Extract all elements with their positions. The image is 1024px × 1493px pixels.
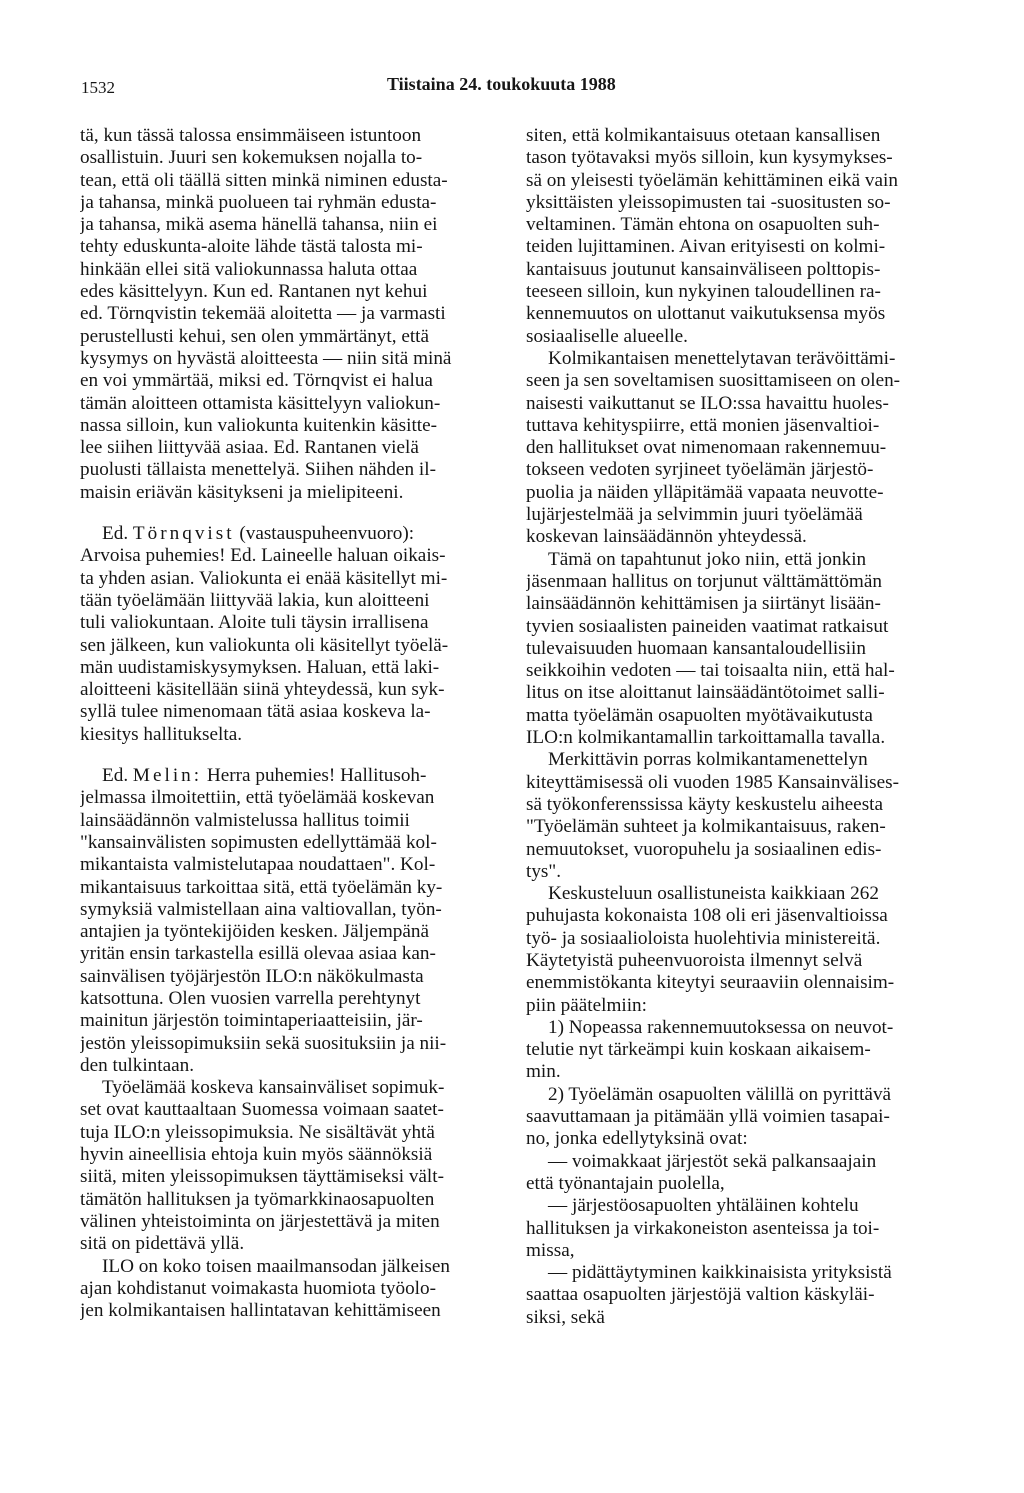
- text-line: Kolmikantaisen menettelytavan terävöittämi-: [548, 347, 896, 369]
- numbered-item: [526, 1084, 958, 1151]
- text-line: syllä tulee nimenomaan tätä asiaa koskeva la-: [80, 701, 431, 723]
- speech-body: [80, 787, 512, 1077]
- text-line: tuttava kehityspiirre, että monien jäsenvaltioi-: [526, 414, 880, 436]
- text-line: saavuttamaan ja pitämään yllä voimien tasapai-: [526, 1106, 890, 1128]
- right-column: [526, 125, 958, 1329]
- text-line: symyksiä valmistellaan aina valtiovallan, työn-: [80, 898, 442, 920]
- text-line: seikkoihin vedoten — tai toisaalta niin, että hal-: [526, 660, 895, 682]
- speech-heading-rest: Herra puhemies! Hallitusoh-: [202, 765, 427, 787]
- text-line: sen jälkeen, kun valiokunta oli käsitellyt työelä-: [80, 634, 449, 656]
- text-line: no, jonka edellytyksinä ovat:: [526, 1128, 748, 1150]
- text-line: hinkään ellei sitä valiokunnassa haluta ottaa: [80, 258, 418, 280]
- text-line: tuli valiokuntaan. Aloite tuli täysin irrallisena: [80, 612, 429, 634]
- text-line: maisin eriävän käsitykseni ja mielipiteeni.: [80, 481, 404, 503]
- text-line: "Työelämän suhteet ja kolmikantaisuus, raken-: [526, 816, 886, 838]
- text-line: telutie nyt tärkeämpi kuin koskaan aikaisem-: [526, 1039, 871, 1061]
- text-line: tehty eduskunta-aloite lähde tästä talosta mi-: [80, 236, 423, 258]
- text-line: lujärjestelmää ja selvimmin juuri työelämää: [526, 504, 863, 526]
- text-line: enemmistökanta kiteytyi seuraaviin olennaisim-: [526, 972, 895, 994]
- text-line: kysymys on hyvästä aloitteesta — niin sitä minä: [80, 347, 452, 369]
- text-line: kiteyttämisessä oli vuoden 1985 Kansainvälises-: [526, 771, 900, 793]
- speech-heading: [80, 523, 512, 545]
- text-line: missa,: [526, 1239, 575, 1261]
- text-line: tyvien sosiaalisten paineiden vaatimat ratkaisut: [526, 615, 889, 637]
- speech-body: [80, 545, 512, 746]
- text-line: sä on yleisesti työelämän kehittäminen eikä vain: [526, 169, 898, 191]
- text-line: litus on itse aloittanut lainsäädäntötoimet salli-: [526, 682, 885, 704]
- text-line: katsottuna. Olen vuosien varrella perehtynyt: [80, 987, 421, 1009]
- text-line: siitä, miten yleissopimuksen täyttämiseksi vält-: [80, 1166, 444, 1188]
- speaker-prefix: Ed.: [102, 765, 133, 787]
- text-line: perustellusti kehui, sen olen ymmärtänyt, että: [80, 325, 430, 347]
- text-line: ja tahansa, mikä asema hänellä tahansa, niin ei: [80, 214, 438, 236]
- text-line: siten, että kolmikantaisuus otetaan kansallisen: [526, 125, 881, 146]
- text-line: — pidättäytyminen kaikkinaisista yrityksistä: [548, 1262, 892, 1284]
- text-line: sä työkonferenssissa käyty keskustelu aiheesta: [526, 793, 884, 815]
- text-line: puhujasta kokonaista 108 oli eri jäsenvaltioissa: [526, 905, 888, 927]
- text-line: ta yhden asian. Valiokunta ei enää käsitellyt mi-: [80, 567, 448, 589]
- text-line: teeseen silloin, kun nykyinen taloudellinen ra-: [526, 281, 881, 303]
- text-line: tään työelämään liittyvää lakia, kun aloitteeni: [80, 589, 430, 611]
- paragraph: [526, 125, 958, 348]
- text-line: tuja ILO:n yleissopimuksia. Ne sisältävät yhtä: [80, 1121, 435, 1143]
- text-line: Tämä on tapahtunut joko niin, että jonkin: [548, 548, 867, 570]
- text-line: osallistuin. Juuri sen kokemuksen nojalla to-: [80, 147, 423, 169]
- text-line: kiesitys hallitukselta.: [80, 723, 243, 745]
- text-line: puolusti tällaista menettelyä. Siihen nähden il-: [80, 459, 436, 481]
- text-line: aloitteeni käsitellään siinä yhteydessä, kun syk-: [80, 679, 445, 701]
- text-line: Arvoisa puhemies! Ed. Laineelle haluan oikais-: [80, 545, 446, 567]
- text-line: den hallitukset ovat nimenomaan rakennemuu-: [526, 437, 887, 459]
- text-line: en voi ymmärtää, miksi ed. Törnqvist ei halua: [80, 370, 433, 392]
- paragraph: [526, 549, 958, 750]
- text-line: nassa silloin, kun valiokunta kuitenkin käsitte-: [80, 414, 438, 436]
- text-line: ajan kohdistanut voimakasta huomiota työolo-: [80, 1277, 436, 1299]
- text-line: kennemuutos on ulottanut vaikutuksensa myös: [526, 303, 886, 325]
- text-line: tason työtavaksi myös silloin, kun kysymykses-: [526, 147, 893, 169]
- speaker-name: Törnqvist: [132, 523, 235, 545]
- text-line: ed. Törnqvistin tekemää aloitetta — ja varmasti: [80, 303, 446, 325]
- text-line: yksittäisten yleissopimusten tai -suositusten so-: [526, 191, 891, 213]
- text-line: veltaminen. Tämän ehtona on osapuolten suh-: [526, 214, 880, 236]
- text-line: että työnantajain puolella,: [526, 1172, 725, 1194]
- text-line: saattaa osapuolten järjestöjä valtion käskyläi-: [526, 1284, 875, 1306]
- dash-item: [526, 1195, 958, 1262]
- text-line: sainvälisen työjärjestön ILO:n näkökulmasta: [80, 965, 424, 987]
- text-line: set ovat kauttaaltaan Suomessa voimaan saatet-: [80, 1099, 444, 1121]
- dash-item: [526, 1262, 958, 1329]
- text-line: män uudistamiskysymyksen. Haluan, että laki-: [80, 656, 440, 678]
- text-line: — järjestöosapuolten yhtäläinen kohtelu: [548, 1195, 859, 1217]
- text-line: matta työelämän osapuolten myötävaikutusta: [526, 704, 873, 726]
- text-line: mainitun järjestön toimintaperiaatteisiin, jär-: [80, 1010, 423, 1032]
- text-line: piin päätelmiin:: [526, 994, 647, 1016]
- text-line: puolia ja näiden ylläpitämää vapaata neuvotte-: [526, 481, 884, 503]
- text-line: tys".: [526, 860, 562, 882]
- text-line: tulevaisuuden huomaan kansantaloudellisiin: [526, 637, 866, 659]
- numbered-item: [526, 1017, 958, 1084]
- text-line: lee siihen liittyvää asiaa. Ed. Rantanen vielä: [80, 437, 419, 459]
- text-line: lainsäädännön kehittämisen ja siirtänyt lisään-: [526, 593, 881, 615]
- text-line: 1) Nopeassa rakennemuutoksessa on neuvot-: [548, 1016, 894, 1038]
- text-line: Työelämää koskeva kansainväliset sopimuk-: [102, 1077, 445, 1099]
- paragraph: [80, 125, 512, 504]
- text-line: mikantaista valmistelutapaa noudattaen". Kol-: [80, 854, 436, 876]
- text-line: tean, että oli täällä sitten minkä niminen edusta-: [80, 169, 448, 191]
- paragraph: [526, 749, 958, 883]
- text-line: jen kolmikantaisen hallintatavan kehittämiseen: [80, 1300, 441, 1322]
- text-line: — voimakkaat järjestöt sekä palkansaajain: [548, 1150, 877, 1172]
- speaker-name: Melin:: [132, 765, 203, 787]
- paragraph: [80, 1256, 512, 1323]
- text-line: tä, kun tässä talossa ensimmäiseen istuntoon: [80, 125, 422, 146]
- text-line: sitä on pidettävä yllä.: [80, 1233, 245, 1255]
- text-line: edes käsittelyyn. Kun ed. Rantanen nyt kehui: [80, 281, 428, 303]
- text-line: tämän aloitteen ottamista käsittelyyn valiokun-: [80, 392, 441, 414]
- text-line: "kansainvälisten sopimusten edellyttämää kol-: [80, 831, 437, 853]
- speaker-prefix: Ed.: [102, 523, 133, 545]
- text-line: jäsenmaan hallitus on torjunut välttämättömän: [526, 570, 882, 592]
- text-line: siksi, sekä: [526, 1306, 605, 1328]
- text-line: antajien ja työntekijöiden kesken. Jäljempänä: [80, 921, 429, 943]
- text-line: välinen yhteistoiminta on järjestettävä ja miten: [80, 1210, 440, 1232]
- left-column: [80, 125, 512, 1322]
- running-head-date: Tiistaina 24. toukokuuta 1988: [387, 74, 616, 94]
- text-line: Käytetyistä puheenvuoroista ilmennyt selvä: [526, 949, 863, 971]
- text-line: jelmassa ilmoitettiin, että työelämää koskevan: [80, 787, 435, 809]
- text-line: nemuutokset, vuoropuhelu ja sosiaalinen edis-: [526, 838, 882, 860]
- text-line: den tulkintaan.: [80, 1054, 195, 1076]
- text-line: 2) Työelämän osapuolten välillä on pyrittävä: [548, 1083, 892, 1105]
- text-line: lainsäädännön valmistelussa hallitus toimii: [80, 809, 410, 831]
- text-line: jestön yleissopimuksiin sekä suosituksiin ja nii-: [80, 1032, 447, 1054]
- text-line: seen ja sen soveltamisen suosittamiseen on olen-: [526, 370, 901, 392]
- text-line: Keskusteluun osallistuneista kaikkiaan 262: [548, 883, 879, 905]
- text-line: teiden lujittaminen. Aivan erityisesti on kolmi-: [526, 236, 886, 258]
- speech-melin: [80, 765, 512, 1077]
- text-line: kantaisuus joutunut kansainväliseen polttopis-: [526, 258, 881, 280]
- speech-heading-rest: (vastauspuheenvuoro):: [234, 523, 415, 545]
- text-line: hyvin aineellisia ehtoja kuin myös säännöksiä: [80, 1144, 433, 1166]
- page-number: 1532: [81, 78, 115, 97]
- text-line: koskevan lainsäädännön yhteydessä.: [526, 526, 807, 548]
- speech-tornqvist: [80, 523, 512, 746]
- speech-heading: [80, 765, 512, 787]
- text-line: sosiaaliselle alueelle.: [526, 325, 688, 347]
- dash-item: [526, 1151, 958, 1196]
- text-line: mikantaisuus tarkoittaa sitä, että työelämän ky-: [80, 876, 443, 898]
- text-line: ILO:n kolmikantamallin tarkoittamalla tavalla.: [526, 727, 886, 749]
- text-line: tokseen vedoten syrjineet työelämän järjestö-: [526, 459, 874, 481]
- text-line: naisesti vaikuttanut se ILO:ssa havaittu huoles-: [526, 392, 889, 414]
- text-line: min.: [526, 1061, 561, 1083]
- paragraph: [526, 883, 958, 1017]
- text-line: ja tahansa, minkä puolueen tai ryhmän edusta-: [80, 191, 437, 213]
- text-line: yritän ensin tarkastella esillä olevaa asiaa kan-: [80, 943, 436, 965]
- text-line: Merkittävin porras kolmikantamenettelyn: [548, 749, 868, 771]
- text-line: ILO on koko toisen maailmansodan jälkeisen: [102, 1255, 450, 1277]
- paragraph: [526, 348, 958, 549]
- text-line: työ- ja sosiaalioloista huolehtivia ministereitä.: [526, 927, 881, 949]
- text-line: tämätön hallituksen ja työmarkkinaosapuolten: [80, 1188, 435, 1210]
- paragraph: [80, 1077, 512, 1255]
- text-line: hallituksen ja virkakoneiston asenteissa ja toi-: [526, 1217, 880, 1239]
- page-header: [0, 74, 1024, 100]
